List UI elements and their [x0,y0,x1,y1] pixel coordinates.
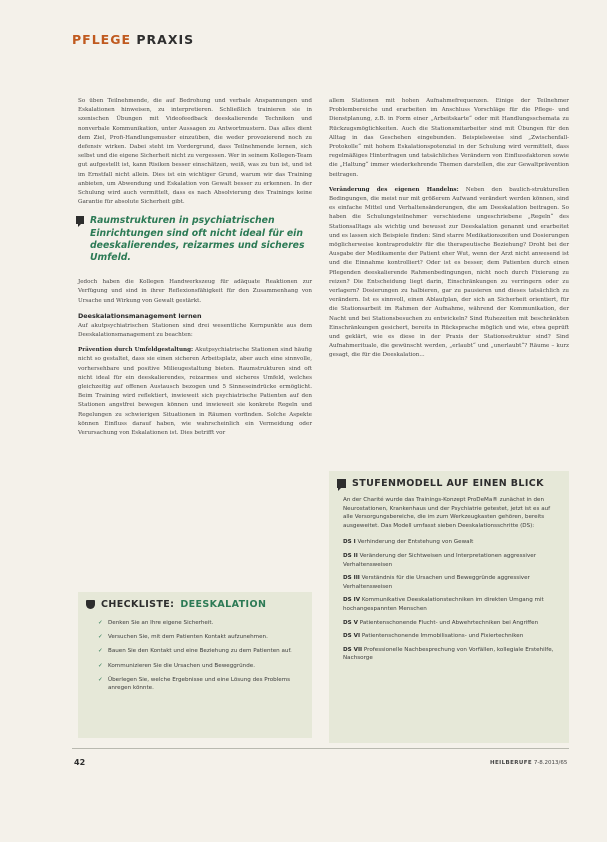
behavior-change-text: Neben den baulich-strukturellen Bedingungen, die meist nur mit größerem Aufwand verändert werden können, sind es einfache Mittel und Verhaltensänderungen, die am Deeskalation beitragen. So haben die Schulungsteilnehmer verschiedene ungeschriebene „Regeln“ des Stationsalltags als wichtig und bewusst zur Deeskalation genannt und erarbeitet und es lassen sich Beispiele finden: Sind starre Medikationszeiten und Dosierungen möglicherweise kontraproduktiv für die therapeutische Beziehung? Droht bei der Ausgabe der Medikamente der Patient eher Wut, wenn der Arzt nicht anwesend ist und die Einnahme kontrolliert? Oder ist es besser, dem Patienten durch einen Pflegenden deeskalierende Rahmenbedingungen, nicht noch durch Fixierung zu reizen? Die Entscheidung liegt darin, Einschränkungen zu verringern oder zu verlagern? Dosierungen zu halbieren, gar zu pausieren und dieses tatsächlich zu verändern. Ist es sinnvoll, einen Ablaufplan, der sich an Sicherheit orientiert, für die Stationsarbeit im Rahmen der Aufnahme, während der Kommunikation, der Nacht und bei Stationsbesuchen zu entwickeln? Sind Ruhezeiten mit beschränkten Einschränkungen gesichert, bereits in Rücksprache möglich und wie, etwa geprüft und geklärt, wie es diese in der Praxis der Stationsstruktur sind? Sind Aufnahmerituale, die gewünscht werden, „erlaubt“ und „unerlaubt“? Räume – kurz gesagt, die für die Deeskalation... [329,186,569,359]
shield-check-icon [86,600,95,609]
checklist-box [78,592,312,738]
stage-item: DS V Patientenschonende Flucht- und Abwehrtechniken bei Angriffen [343,619,539,626]
checklist-item: ✓ Kommunizieren Sie die Ursachen und Beweggründe. [98,662,302,670]
prevention-text: Akutpsychiatrische Stationen sind häufig nicht so gestaltet, dass sie einen sicheren Arbeitsplatz, aber auch eine sinnvolle, vorhersehbare und positive Milieugestaltung bieten. Raumstrukturen sind oft nicht ideal für ein deeskalierendes, reizarmes und sicheres Umfeld, welches gleichzeitig auf offenen Austausch bezogen und 5 Sinneseindrücke ermöglicht. Beim Training wird reflektiert, inwieweit sich psychiatrische Patienten auf den Stationen angstfrei bewegen können und inwieweit sie konkrete Regeln und Regelungen zu schwierigen Situationen in Räumen vorfinden. Solche Aspekte können Einfluss darauf haben, wie wahrscheinlich ein Vermeidung oder Verursachung von Eskalationen ist. Dies betrifft vor [78,347,312,437]
stage-item: DS II Veränderung der Sichtweisen und Interpretationen aggressiver Verhaltensweisen [343,552,537,568]
brand-praxis: PRAXIS [136,32,195,47]
stage-item: DS IV Kommunikative Deeskalationstechniken im direkten Umgang mit hochangespannten Menschen [343,597,544,612]
section-paragraph: Auf akutpsychiatrischen Stationen sind drei wesentliche Kernpunkte aus dem Deeskalationsmanagement zu beachten: [78,322,312,339]
page-number: 42 [74,758,86,767]
quote-icon [76,216,84,224]
right-intro-paragraph: allem Stationen mit hohen Aufnahmefrequenzen. Einige der Teilnehmer Problembereiche und erarbeiten im Anschluss Vorschläge für die Pflege- und Dienstplanung, z.B. in Form einer „Arbeitskarte“ oder mit Handlungsschemata zu Rückzugsmöglichkeiten. Auch die Stationsmitarbeiter sind mit Übungen für den Alltag in das Geschehen eingebunden. Beispielsweise sind „Zwischenfall-Protokolle“ mit hohem Eskalationspotenzial in der Schulung wird vermittelt, dass regelmäßiges Hinterfragen und tatsächliches Verändern von Einflussfaktoren sowie die „Haltung“ immer wiederkehrende Themen darstellen, die zur Gewaltprävention beitragen. [329,98,569,178]
checklist-item: ✓ Versuchen Sie, mit dem Patienten Kontakt aufzunehmen. [98,633,302,641]
pull-quote-text: Raumstrukturen in psychiatrischen Einrichtungen sind oft nicht ideal für ein deeskalierendes, reizarmes und sicheres Umfeld. [90,215,305,264]
stage-item: DS I Verhinderung der Entstehung von Gewalt [343,539,474,546]
checklist-title: CHECKLISTE: DEESKALATION [78,592,312,615]
checklist-item: ✓ Überlegen Sie, welche Ergebnisse und eine Lösung des Problems anregen könnte. [98,676,302,692]
left-intro-paragraph: So üben Teilnehmende, die auf Bedrohung und verbale Anspannungen und Eskalationen hinweisen, zu interpretieren. Schließlich trainieren sie in szenischen Übungen mit Videofeedback deeskalierende Techniken und nonverbale Kommunikation, unter Aussagen zu Antwortmustern. Das alles dient dem Ziel, Profi-Handlungsmuster einzuüben, die weder provozierend noch zu defensiv wirken. Dabei steht im Vordergrund, dass Teilnehmende lernen, sich selbst und die eigene Sicherheit nicht zu vergessen. Wer in seinem Kollegen-Team gut aufgestellt ist, kann Risiken besser einschätzen, weiß, was zu tun ist, und ist im Ernstfall nicht allein. Dies ist ein wichtiger Grund, warum wir das Training anbieten, um Abwendung und Eskalation von Gewalt besser zu erkennen. In der Schulung wird auch vermittelt, dass es nach Absolvierung des Trainings keine Garantie für absolute Sicherheit gibt. [78,98,312,206]
stage-item: DS III Verständnis für die Ursachen und Beweggründe aggressiver Verhaltensweisen [343,575,530,590]
stage-model-intro: An der Charité wurde das Trainings-Konzept ProDeMa® zunächst in den Neurostationen, Krankenhaus und der Psychiatrie getestet, jetzt ist es auf alle Versorgungsbereiche, die im zum Werkzeugkasten gehören, bereits ausgeweitet. Das Modell umfasst sieben Deeskalationsschritte (DS): [343,497,551,529]
stage-model-box [329,471,569,743]
stage-item: DS VII Professionelle Nachbesprechung von Vorfällen, kollegiale Erstehilfe, Nachsorge [343,646,554,662]
issue-number: 7-8.2013/65 [533,760,568,766]
checklist-items [78,619,312,692]
left-column [78,97,312,444]
stage-list [329,538,569,663]
magazine-name: HEILBERUFE [490,760,533,766]
after-quote-paragraph: Jedoch haben die Kollegen Handwerkszeug für adäquate Reaktionen zur Verfügung und sind in ihrer Reflexionsfähigkeit für den Zusammenhang von Ursache und Wirkung von Gewalt gestärkt. [78,279,312,304]
pull-quote [78,215,312,264]
right-column [329,97,569,367]
behavior-change-lead: Veränderung des eigenen Handelns: [329,186,459,193]
checklist-item: ✓ Bauen Sie den Kontakt und eine Beziehung zu dem Patienten auf. [98,647,302,655]
section-heading: Deeskalationsmanagement lernen [78,311,202,320]
footer-divider [72,748,569,749]
prevention-lead: Prävention durch Umfeldgestaltung: [78,347,194,354]
behavior-change-paragraph [329,186,569,361]
speech-bubble-icon [337,479,346,488]
prevention-paragraph [78,346,312,438]
stage-model-title: STUFENMODELL AUF EINEN BLICK [329,471,569,494]
checklist-item: ✓ Denken Sie an Ihre eigene Sicherheit. [98,619,302,627]
magazine-footer [490,760,567,766]
stage-item: DS VI Patientenschonende Immobilisations- und Fixiertechniken [343,633,524,640]
brand-pflege: PFLEGE [72,32,132,47]
magazine-section-header [72,32,194,47]
